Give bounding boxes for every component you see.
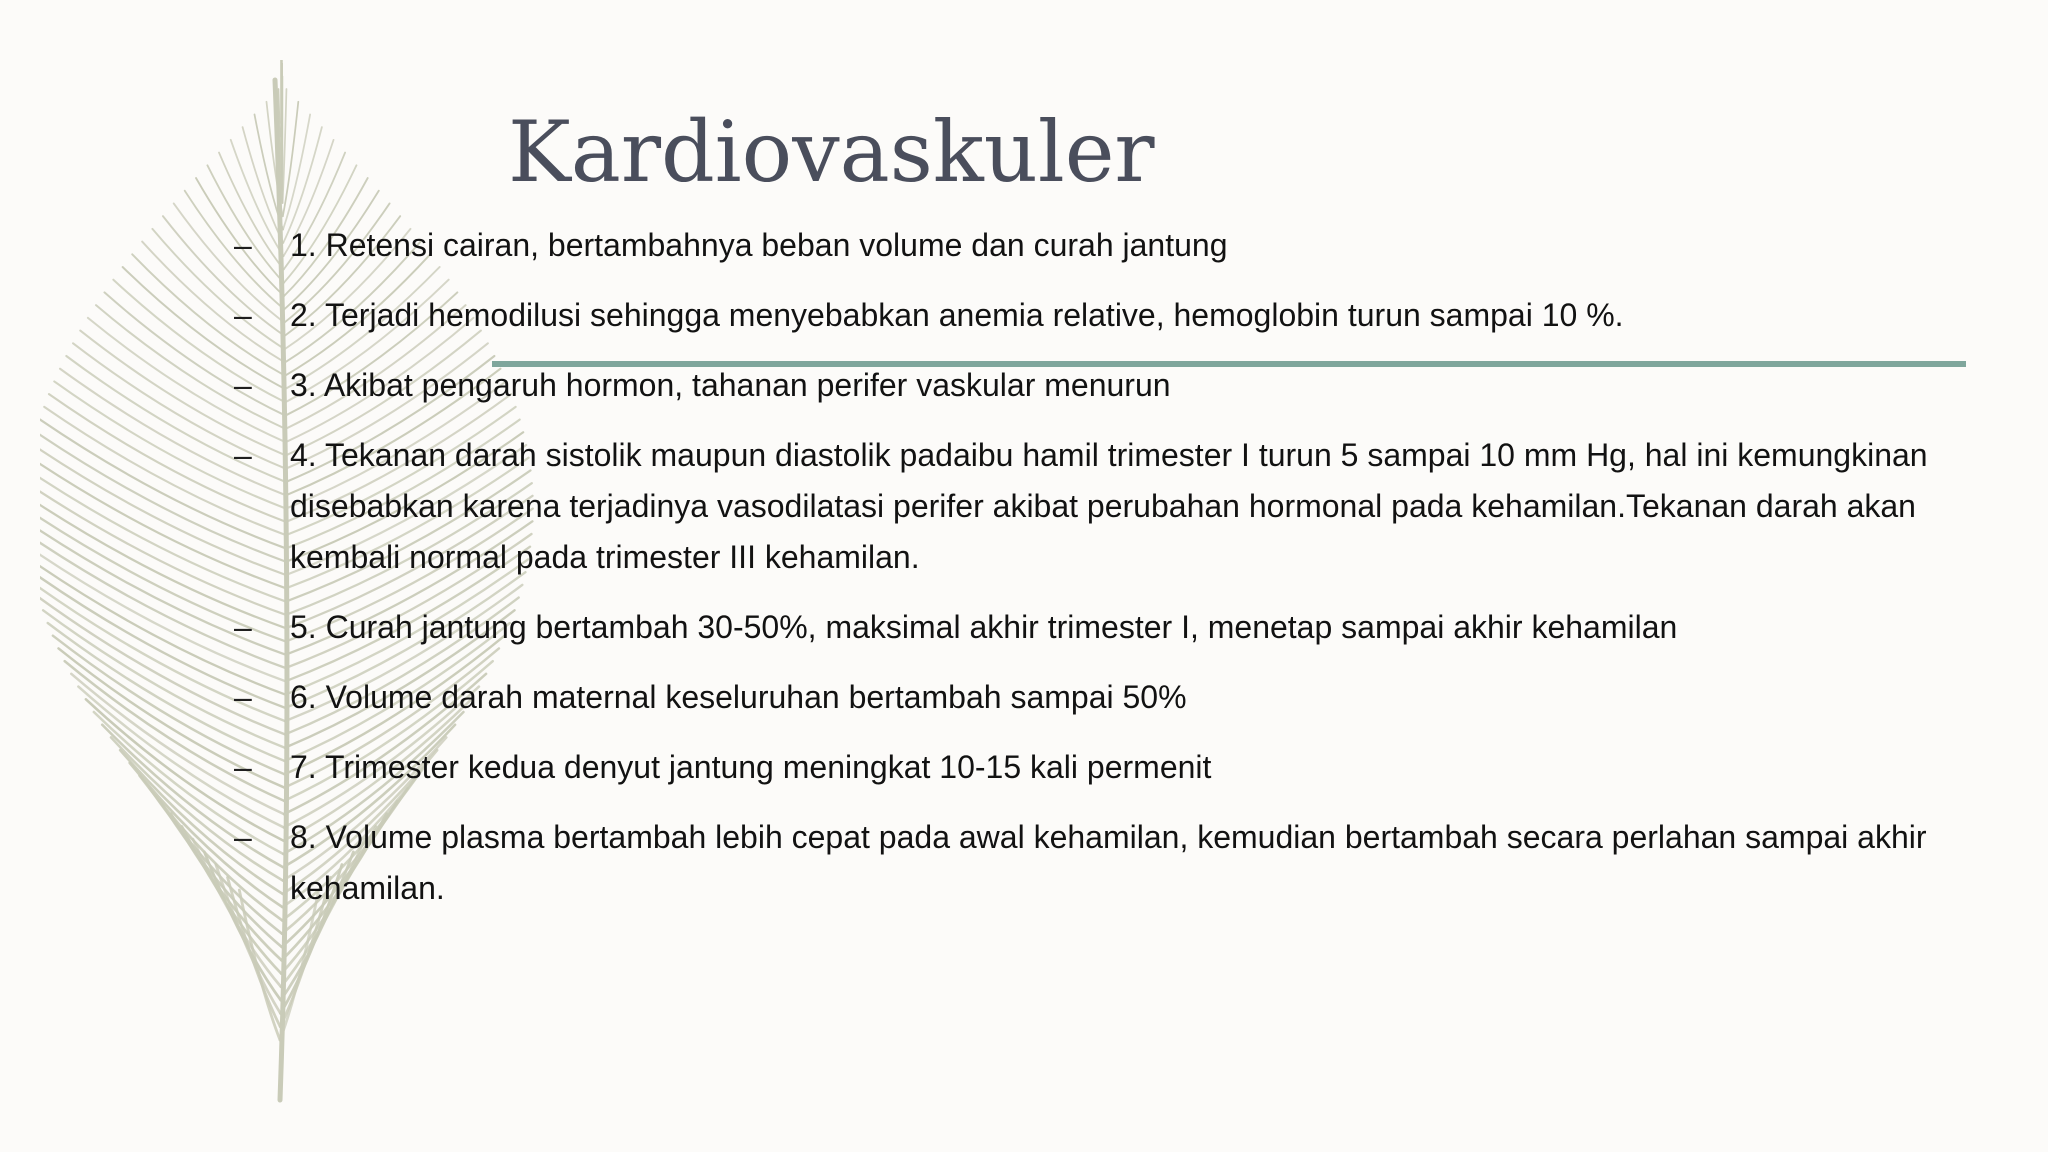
bullet-text: 2. Terjadi hemodilusi sehingga menyebabkan anemia relative, hemoglobin turun sampai 10 %. bbox=[290, 297, 1624, 333]
bullet-item bbox=[0, 290, 2048, 341]
bullet-item bbox=[0, 812, 2048, 914]
bullet-item bbox=[0, 602, 2048, 653]
bullet-marker: – bbox=[234, 819, 252, 855]
bullet-item bbox=[0, 220, 2048, 271]
bullet-text: 8. Volume plasma bertambah lebih cepat pada awal kehamilan, kemudian bertambah secara perlahan sampai akhir kehamilan. bbox=[290, 819, 1927, 906]
bullet-marker: – bbox=[234, 367, 252, 403]
bullet-marker: – bbox=[234, 749, 252, 785]
bullet-marker: – bbox=[234, 437, 252, 473]
bullet-marker: – bbox=[234, 297, 252, 333]
bullet-item bbox=[0, 360, 2048, 411]
bullet-text: 5. Curah jantung bertambah 30-50%, maksimal akhir trimester I, menetap sampai akhir kehamilan bbox=[290, 609, 1678, 645]
bullet-item bbox=[0, 742, 2048, 793]
bullet-text: 4. Tekanan darah sistolik maupun diastolik padaibu hamil trimester I turun 5 sampai 10 mm Hg, hal ini kemungkinan disebabkan karena terjadinya vasodilatasi perifer akibat perubahan hormonal pada kehamilan.Tekanan darah akan kembali normal pada trimester III kehamilan. bbox=[290, 437, 1928, 575]
bullet-marker: – bbox=[234, 609, 252, 645]
bullet-item bbox=[0, 672, 2048, 723]
bullet-text: 1. Retensi cairan, bertambahnya beban volume dan curah jantung bbox=[290, 227, 1228, 263]
bullet-text: 7. Trimester kedua denyut jantung meningkat 10-15 kali permenit bbox=[290, 749, 1212, 785]
bullet-text: 3. Akibat pengaruh hormon, tahanan perifer vaskular menurun bbox=[290, 367, 1171, 403]
bullet-marker: – bbox=[234, 227, 252, 263]
slide-title: Kardiovaskuler bbox=[508, 103, 1155, 201]
bullet-item bbox=[0, 430, 2048, 583]
bullet-marker: – bbox=[234, 679, 252, 715]
bullet-list bbox=[0, 220, 2048, 933]
bullet-text: 6. Volume darah maternal keseluruhan bertambah sampai 50% bbox=[290, 679, 1187, 715]
